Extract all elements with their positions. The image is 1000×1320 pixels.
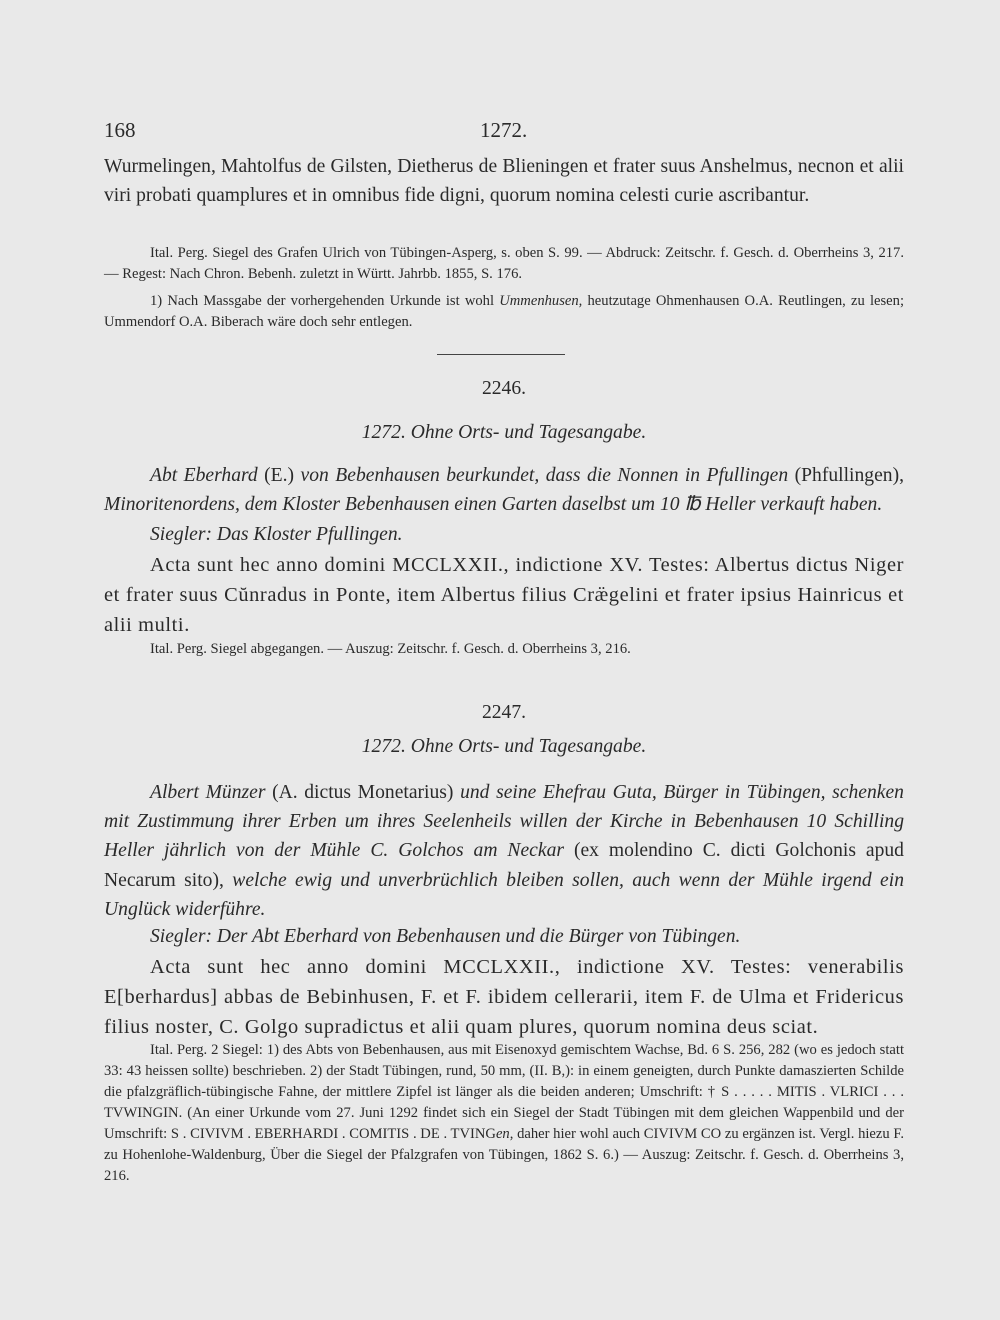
siegler-text: Siegler: Das Kloster Pfullingen. [150,524,403,545]
summary-roman: (ex molendino C. dicti Golchonis apud Necarum sito), [104,840,904,891]
page-number: 168 [104,118,136,142]
summary-roman: (A. dictus Monetarius) [265,782,461,803]
siegler-text: Siegler: Der Abt Eberhard von Bebenhausen und die Bürger von Tübingen. [150,926,741,947]
summary-italic: welche ewig und unverbrüchlich bleiben sollen, auch wenn der Mühle irgend ein Unglück widerführe. [104,869,904,920]
intro-note-2-italic: Ummenhusen, [499,293,583,309]
section-divider [437,354,565,355]
summary-italic: von Bebenhausen beurkundet, dass die Nonnen in Pfullingen [300,465,789,486]
summary-roman: (Phfullingen), [788,465,904,486]
summary-italic: Abt Eberhard [150,465,258,486]
note-2247-italic: en [495,1126,510,1142]
intro-text: Wurmelingen, Mahtolfus de Gilsten, Dietherus de Blieningen et frater suus Anshelmus, necnon et alii viri probati quamplures et in omnibus fide digni, quorum nomina celesti curie ascribantur. [104,156,904,207]
dateline-2247 [104,736,904,758]
dateline-2246 [104,422,904,444]
page-header [104,112,904,152]
acta-2246: Acta sunt hec anno domini MCCLXXII., indictione XV. Testes: Albertus dictus Niger et frater suus Cŭnradus in Ponte, item Albertus filius Cræ̈gelini et frater ipsius Hainricus et alii multi. [104,554,904,636]
summary-2247 [104,778,904,924]
note-2246: Ital. Perg. Siegel abgegangen. — Auszug: Zeitschr. f. Gesch. d. Oberrheins 3, 216. [150,641,631,657]
dateline-text: 1272. Ohne Orts- und Tagesangabe. [361,422,647,443]
document-number-2246: 2246. [481,378,527,399]
intro-note-1: Ital. Perg. Siegel des Grafen Ulrich von Tübingen-Asperg, s. oben S. 99. — Abdruck: Zeitschr. f. Gesch. d. Oberrheins 3, 217. — Regest: Nach Chron. Bebenh. zuletzt in Württ. Jahrbb. 1855, S. 176. [104,245,904,282]
dateline-text: 1272. Ohne Orts- und Tagesangabe. [361,736,647,757]
intro-note-2 [104,291,904,333]
intro-note-2-part: 1) Nach Massgabe der vorhergehenden Urkunde ist wohl [150,293,500,309]
document-number-2247: 2247. [481,702,527,723]
note-2247-part: Ital. Perg. 2 Siegel: 1) des Abts von Bebenhausen, aus mit Eisenoxyd gemischtem Wachse, Bd. 6 S. 256, 282 (wo es jedoch statt 33: 43 heissen sollte) beschrieben. 2) der Stadt Tübingen, rund, 50 mm, (II. B,): in einem geneigten, durch Punkte damaszierten Schilde die pfalzgräflich-tübingische Fahne, der mittlere Zipfel ist länger als die beiden anderen; Umschrift: † S . . . . . MITIS . VLRICI . . . TVWINGIN. (An einer Urkunde vom 27. Juni 1292 findet sich ein Siegel der Stadt Tübingen mit dem gleichen Wappenbild und der Umschrift: S . CIVIVM . EBERHARDI . COMITIS . DE . TVING [104,1042,904,1142]
summary-2246 [104,461,904,519]
header-year: 1272. [480,118,528,142]
summary-roman: (E.) [257,465,301,486]
summary-italic: und seine Ehefrau Guta, Bürger in Tübingen, schenken mit Zustimmung ihrer Erben um ihres Seelenheils willen der Kirche in Bebenhausen 10 Schilling Heller jährlich von der Mühle C. Golchos am Neckar [104,782,904,862]
intro-note-2-part: heutzutage Ohmenhausen O.A. Reutlingen, zu lesen; Ummendorf O.A. Biberach wäre doch sehr entlegen. [104,293,904,330]
siegler-2246 [104,520,904,549]
summary-italic: Minoritenordens, dem Kloster Bebenhausen einen Garten daselbst um 10 ℔ Heller verkauft haben. [104,494,883,516]
note-2247 [104,1040,904,1187]
siegler-2247 [104,922,904,951]
note-2247-part: , daher hier wohl auch CIVIVM CO zu ergänzen ist. Vergl. hiezu F. zu Hohenlohe-Waldenburg, Über die Siegel der Pfalzgrafen von Tübingen, 1862 S. 6.) — Auszug: Zeitschr. f. Gesch. d. Oberrheins 3, 216. [104,1126,904,1184]
summary-italic: Albert Münzer [150,782,266,803]
acta-2247: Acta sunt hec anno domini MCCLXXII., indictione XV. Testes: venerabilis E[berhardus] abbas de Bebinhusen, F. et F. ibidem cellerarii, item F. de Ulma et Fridericus filius noster, C. Golgo supradictus et alii quam plures, quorum nomina deus sciat. [104,956,904,1038]
